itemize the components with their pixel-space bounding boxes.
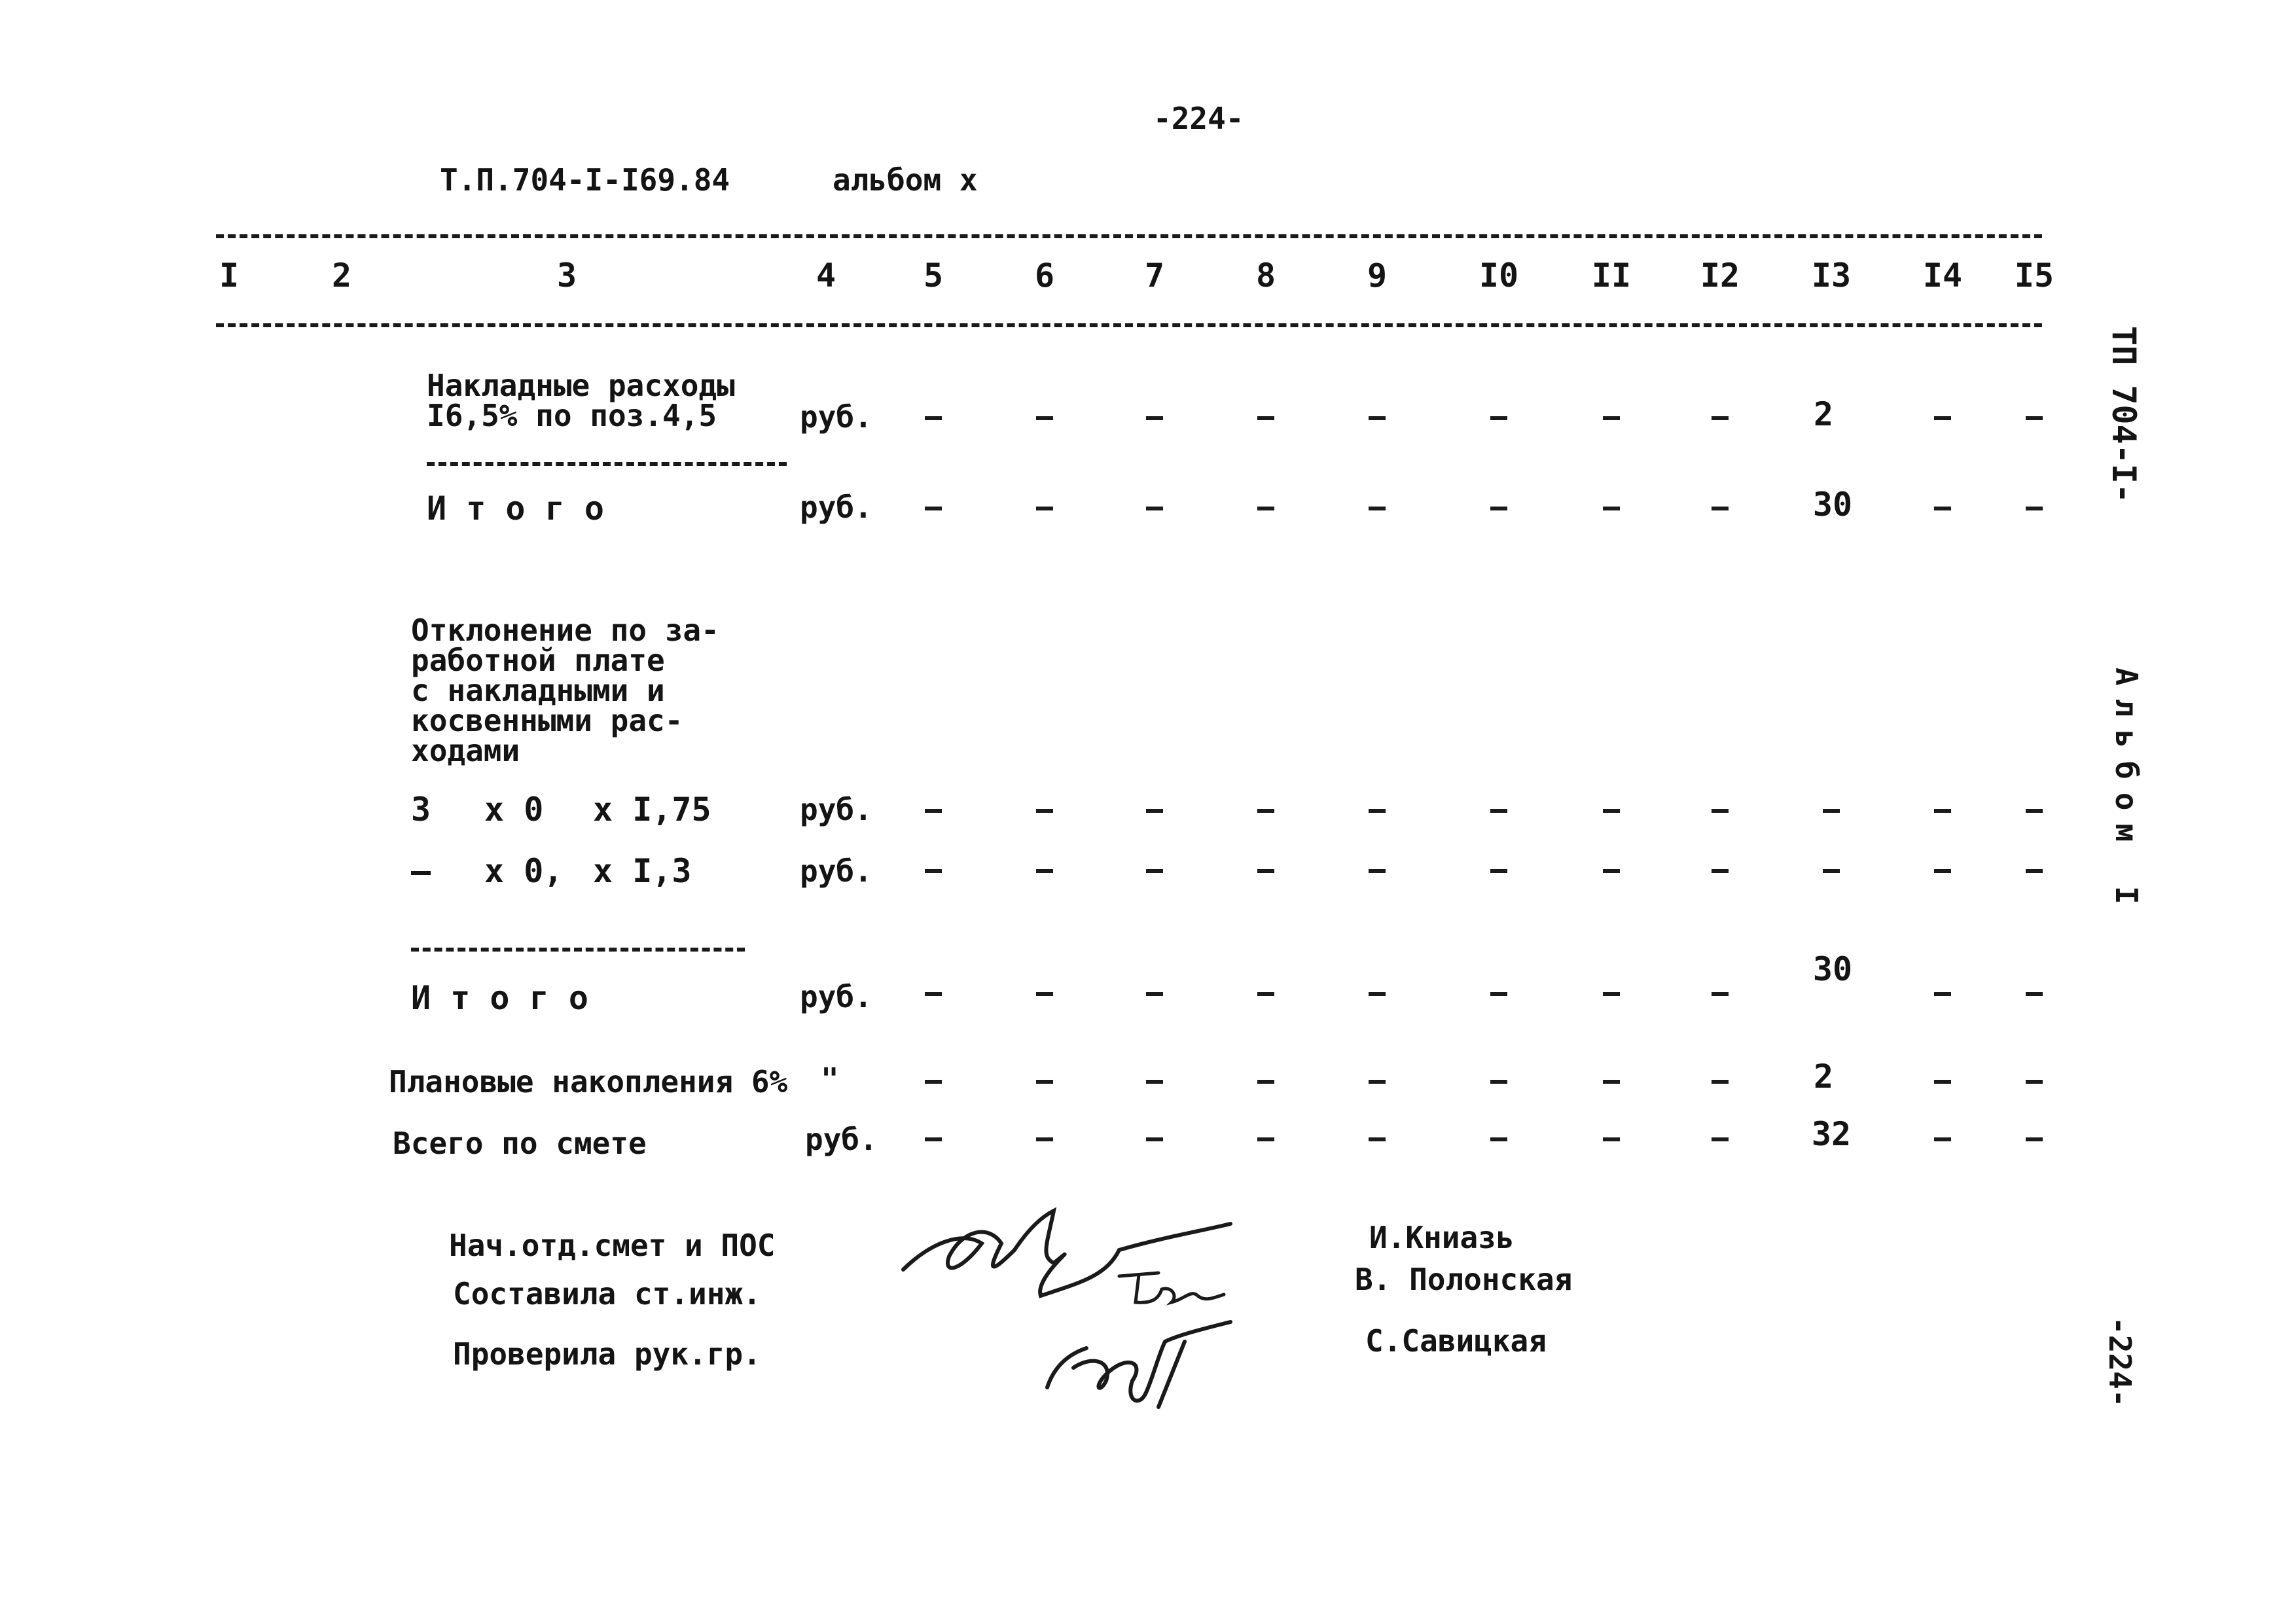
- empty-cell-dash: [1934, 416, 1951, 420]
- empty-cell-dash: [1146, 507, 1163, 510]
- handwritten-signature-2: [1113, 1263, 1230, 1315]
- signature-role-3: Проверила рук.гр.: [453, 1336, 761, 1372]
- overhead-label-line1: Накладные расходы: [427, 368, 735, 403]
- deviation-line2: работной плате: [411, 643, 665, 678]
- column-header-5: 5: [923, 257, 944, 294]
- column-header-13: I3: [1811, 257, 1852, 294]
- empty-cell-dash: [1490, 1080, 1507, 1084]
- row-b-unit: руб.: [800, 853, 872, 889]
- empty-cell-dash: [1257, 416, 1274, 420]
- overhead-unit: руб.: [800, 399, 872, 435]
- empty-cell-dash: [1603, 1137, 1620, 1141]
- empty-cell-dash: [925, 507, 942, 510]
- empty-cell-dash: [1369, 809, 1386, 813]
- overhead-label-line2: I6,5% по поз.4,5: [427, 398, 717, 433]
- total2-col13: 30: [1812, 950, 1853, 988]
- column-header-3: 3: [556, 257, 577, 294]
- signature-name-3: С.Савицкая: [1365, 1323, 1547, 1359]
- album-label: альбом х: [833, 162, 978, 198]
- empty-cell-dash: [1257, 1137, 1274, 1141]
- empty-cell-dash: [1712, 1080, 1729, 1084]
- empty-cell-dash: [1036, 992, 1053, 996]
- margin-page: -224-: [2102, 1317, 2138, 1408]
- deviation-line5: ходами: [411, 733, 520, 768]
- empty-cell-dash: [2026, 507, 2043, 510]
- empty-cell-dash: [2026, 416, 2043, 420]
- table-header-rule: [216, 323, 2042, 327]
- empty-cell-dash: [2026, 1137, 2043, 1141]
- total2-unit: руб.: [800, 979, 872, 1014]
- empty-cell-dash: [1490, 416, 1507, 420]
- empty-cell-dash: [1712, 809, 1729, 813]
- empty-cell-dash: [1146, 809, 1163, 813]
- deviation-line4: косвенными рас-: [411, 703, 683, 738]
- deviation-line3: с накладными и: [411, 673, 665, 708]
- empty-cell-dash: [1603, 809, 1620, 813]
- total1-col13: 30: [1812, 486, 1853, 524]
- column-header-9: 9: [1367, 257, 1388, 294]
- column-header-10: I0: [1479, 257, 1519, 294]
- page-number-top: -224-: [1153, 101, 1244, 136]
- empty-cell-dash: [1369, 869, 1386, 873]
- empty-cell-dash: [1369, 507, 1386, 510]
- grand-total-unit: руб.: [805, 1122, 878, 1157]
- empty-cell-dash: [925, 869, 942, 873]
- empty-cell-dash: [1490, 869, 1507, 873]
- empty-cell-dash: [1369, 1137, 1386, 1141]
- empty-cell-dash: [1712, 1137, 1729, 1141]
- column-header-8: 8: [1255, 257, 1276, 294]
- empty-cell-dash: [1490, 992, 1507, 996]
- empty-cell-dash: [1036, 809, 1053, 813]
- empty-cell-dash: [1036, 1137, 1053, 1141]
- empty-cell-dash: [1934, 507, 1951, 510]
- empty-cell-dash: [2026, 869, 2043, 873]
- empty-cell-dash: [1490, 809, 1507, 813]
- signature-name-2: В. Полонская: [1355, 1262, 1573, 1297]
- empty-cell-dash: [1036, 507, 1053, 510]
- empty-cell-dash: [1036, 869, 1053, 873]
- row-a-unit: руб.: [800, 792, 872, 827]
- empty-cell-dash: [1603, 416, 1620, 420]
- empty-cell-dash: [1712, 869, 1729, 873]
- empty-cell-dash: [1036, 1080, 1053, 1084]
- empty-cell-dash: [1146, 869, 1163, 873]
- empty-cell-dash: [1603, 869, 1620, 873]
- empty-cell-dash: [1146, 1137, 1163, 1141]
- empty-cell-dash: [1490, 507, 1507, 510]
- row-b-c1: –: [411, 852, 431, 890]
- table-top-rule: [216, 234, 2042, 238]
- empty-cell-dash: [1369, 992, 1386, 996]
- signature-role-2: Составила ст.инж.: [453, 1276, 761, 1311]
- empty-cell-dash: [925, 992, 942, 996]
- grand-total-col13: 32: [1811, 1115, 1852, 1153]
- empty-cell-dash: [1934, 1080, 1951, 1084]
- empty-cell-dash: [925, 1137, 942, 1141]
- column-header-1: I: [219, 257, 240, 294]
- empty-cell-dash: [1369, 416, 1386, 420]
- empty-cell-dash: [1934, 992, 1951, 996]
- empty-cell-dash: [2026, 992, 2043, 996]
- empty-cell-dash: [1934, 809, 1951, 813]
- empty-cell-dash: [1934, 869, 1951, 873]
- empty-cell-dash: [1257, 1080, 1274, 1084]
- planned-unit: ": [821, 1061, 839, 1097]
- overhead-col13: 2: [1813, 395, 1834, 433]
- empty-cell-dash: [1257, 507, 1274, 510]
- empty-cell-dash: [2026, 1080, 2043, 1084]
- empty-cell-dash: [1146, 416, 1163, 420]
- empty-cell-dash: [1257, 809, 1274, 813]
- empty-cell-dash: [1712, 416, 1729, 420]
- doc-code: Т.П.704-I-I69.84: [440, 162, 730, 198]
- empty-cell-dash: [1603, 1080, 1620, 1084]
- signature-role-1: Нач.отд.смет и ПОС: [449, 1228, 776, 1263]
- deviation-line1: Отклонение по за-: [411, 613, 719, 648]
- column-header-4: 4: [816, 257, 836, 294]
- empty-cell-dash: [1934, 1137, 1951, 1141]
- column-header-14: I4: [1922, 257, 1963, 294]
- overhead-subtotal-rule: [427, 462, 787, 466]
- row-a-c3: х I,75: [593, 791, 711, 829]
- signature-name-1: И.Книазь: [1369, 1220, 1515, 1255]
- column-header-7: 7: [1144, 257, 1165, 294]
- empty-cell-dash: [1257, 869, 1274, 873]
- empty-cell-dash: [1490, 1137, 1507, 1141]
- margin-code: ТП 704-I-: [2105, 326, 2143, 503]
- column-header-6: 6: [1034, 257, 1055, 294]
- empty-cell-dash: [925, 1080, 942, 1084]
- column-header-11: II: [1591, 257, 1632, 294]
- row-b-c2: х 0,: [484, 852, 564, 890]
- margin-album: Альбом I: [2109, 668, 2144, 918]
- empty-cell-dash: [1712, 507, 1729, 510]
- empty-cell-dash: [1603, 507, 1620, 510]
- empty-cell-dash: [1369, 1080, 1386, 1084]
- empty-cell-dash: [1257, 992, 1274, 996]
- empty-cell-dash: [2026, 809, 2043, 813]
- empty-cell-dash: [1823, 869, 1840, 873]
- column-header-15: I5: [2014, 257, 2054, 294]
- column-header-2: 2: [331, 257, 352, 294]
- empty-cell-dash: [925, 416, 942, 420]
- handwritten-signature-3: [1034, 1315, 1244, 1414]
- grand-total-label: Всего по смете: [393, 1126, 647, 1161]
- empty-cell-dash: [1823, 809, 1840, 813]
- column-header-12: I2: [1700, 257, 1740, 294]
- empty-cell-dash: [925, 809, 942, 813]
- empty-cell-dash: [1036, 416, 1053, 420]
- empty-cell-dash: [1603, 992, 1620, 996]
- empty-cell-dash: [1146, 1080, 1163, 1084]
- row-a-c2: х 0: [484, 791, 544, 829]
- total1-unit: руб.: [800, 490, 872, 525]
- row-a-c1: 3: [411, 791, 431, 829]
- deviation-subtotal-rule: [411, 948, 745, 952]
- empty-cell-dash: [1146, 992, 1163, 996]
- planned-col13: 2: [1813, 1058, 1834, 1096]
- empty-cell-dash: [1712, 992, 1729, 996]
- total1-label: И т о г о: [427, 490, 604, 527]
- total2-label: И т о г о: [411, 979, 588, 1017]
- planned-label: Плановые накопления 6%: [389, 1064, 788, 1099]
- row-b-c3: х I,3: [593, 852, 692, 890]
